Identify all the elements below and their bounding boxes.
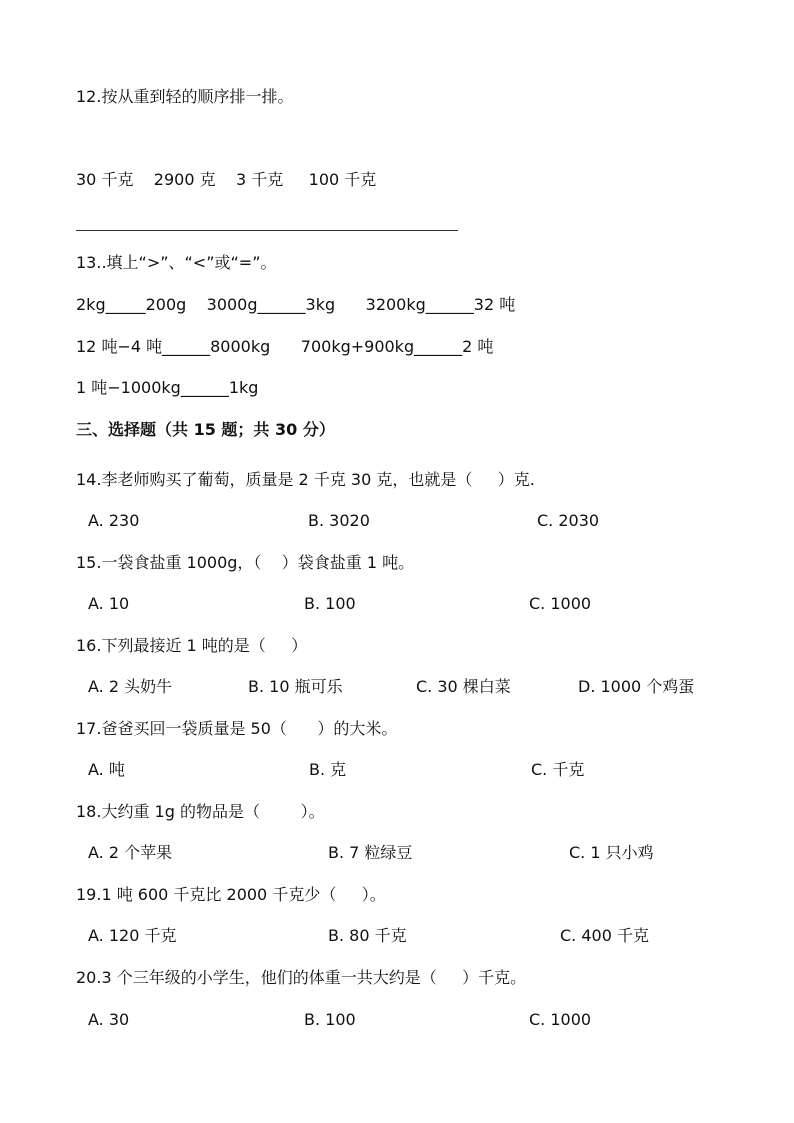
question-15-text: 15.一袋食盐重 1000g，（ ）袋食盐重 1 吨。: [76, 553, 415, 572]
question-13-text: 13..填上“>”、“<”或“=”。: [76, 253, 277, 272]
question-20-option-a: A. 30: [88, 1010, 130, 1029]
question-14-text: 14.李老师购买了葡萄，质量是 2 千克 30 克，也就是（ ）克.: [76, 470, 535, 489]
question-16-option-b: B. 10 瓶可乐: [248, 677, 343, 696]
question-20-option-c: C. 1000: [529, 1010, 592, 1029]
question-14-option-c: C. 2030: [537, 511, 600, 530]
question-16-option-c: C. 30 棵白菜: [416, 677, 511, 696]
question-17-option-b: B. 克: [309, 760, 347, 779]
question-16-text: 16.下列最接近 1 吨的是（ ）: [76, 636, 308, 655]
section-title: 三、选择题（共 15 题；共 30 分）: [76, 420, 335, 439]
question-12-text: 12.按从重到轻的顺序排一排。: [76, 87, 294, 106]
question-13-row-3: 1 吨−1000kg______1kg: [76, 378, 259, 397]
question-13-row-2: 12 吨−4 吨______8000kg 700kg+900kg______2 吨: [76, 337, 494, 356]
question-20-text: 20.3 个三年级的小学生，他们的体重一共大约是（ ）千克。: [76, 968, 527, 987]
question-14-option-a: A. 230: [88, 511, 140, 530]
question-15-option-a: A. 10: [88, 594, 130, 613]
question-17-option-a: A. 吨: [88, 760, 125, 779]
question-15-option-b: B. 100: [304, 594, 356, 613]
question-19-option-a: A. 120 千克: [88, 926, 177, 945]
question-13-row-1: 2kg_____200g 3000g______3kg 3200kg______32 吨: [76, 295, 516, 314]
answer-line: [76, 230, 458, 231]
question-17-option-c: C. 千克: [531, 760, 585, 779]
question-20-option-b: B. 100: [304, 1010, 356, 1029]
question-19-text: 19.1 吨 600 千克比 2000 千克少（ ）。: [76, 885, 386, 904]
question-18-option-b: B. 7 粒绿豆: [328, 843, 413, 862]
question-19-option-c: C. 400 千克: [560, 926, 649, 945]
question-19-option-b: B. 80 千克: [328, 926, 407, 945]
question-12-items: 30 千克 2900 克 3 千克 100 千克: [76, 170, 377, 189]
question-16-option-d: D. 1000 个鸡蛋: [578, 677, 695, 696]
question-16-option-a: A. 2 头奶牛: [88, 677, 173, 696]
question-14-option-b: B. 3020: [308, 511, 370, 530]
question-17-text: 17.爸爸买回一袋质量是 50（ ）的大米。: [76, 719, 398, 738]
question-18-text: 18.大约重 1g 的物品是（ ）。: [76, 802, 325, 821]
question-18-option-c: C. 1 只小鸡: [569, 843, 654, 862]
question-18-option-a: A. 2 个苹果: [88, 843, 173, 862]
question-15-option-c: C. 1000: [529, 594, 592, 613]
